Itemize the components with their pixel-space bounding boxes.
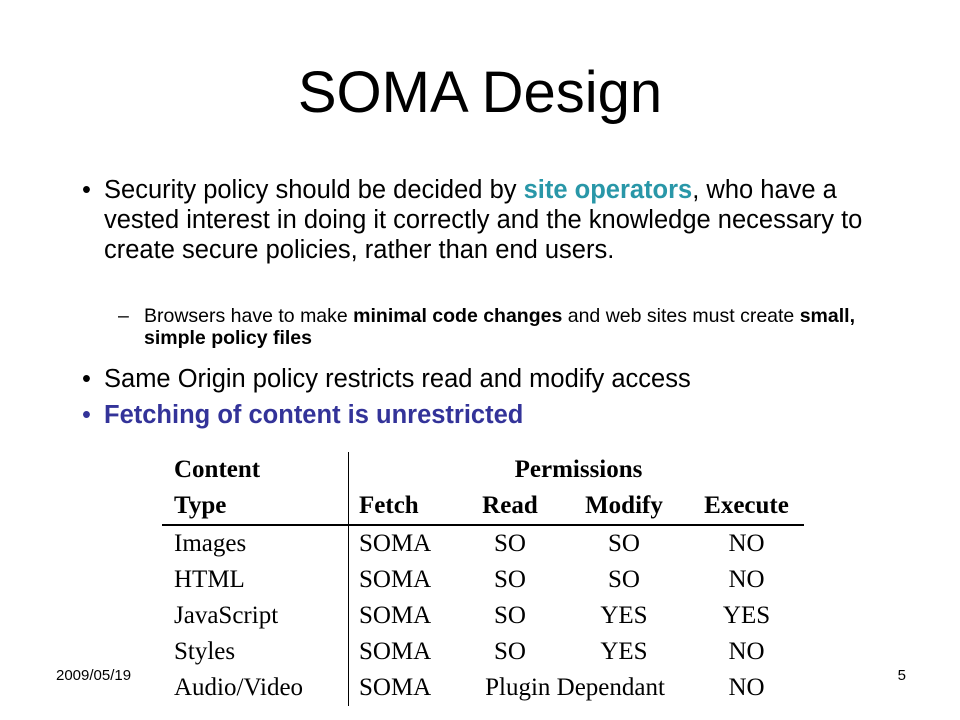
cell-type: HTML bbox=[174, 566, 245, 593]
cell-modify: SO bbox=[607, 566, 640, 593]
cell-modify: YES bbox=[600, 602, 648, 629]
bullet-marker: • bbox=[82, 401, 91, 429]
bullet-text-post: , who have a vested interest in doing it correctly and the knowledge necessary to create secure policies, rather than end users. bbox=[104, 176, 863, 264]
bullet-text: Same Origin policy restricts read and modify access bbox=[104, 365, 691, 393]
cell-type: JavaScript bbox=[174, 602, 279, 629]
highlight-site-operators: site operators bbox=[523, 176, 693, 204]
bullet-same-origin bbox=[82, 364, 882, 394]
permissions-table-wrap bbox=[162, 452, 804, 712]
cell-execute: NO bbox=[728, 674, 765, 701]
cell-fetch: SOMA bbox=[349, 525, 462, 562]
cell-modify: YES bbox=[600, 638, 648, 665]
table-row bbox=[162, 634, 804, 670]
bullet-text bbox=[104, 175, 882, 265]
cell-read: SO bbox=[493, 602, 526, 629]
sub-bullet-marker: – bbox=[118, 305, 129, 327]
bullet-fetching bbox=[82, 400, 882, 430]
table-row bbox=[162, 562, 804, 598]
cell-read: SO bbox=[493, 566, 526, 593]
cell-read: SO bbox=[493, 530, 526, 557]
table-row bbox=[162, 598, 804, 634]
cell-type: Audio/Video bbox=[174, 674, 304, 701]
table-header-row bbox=[162, 452, 804, 488]
permissions-table bbox=[162, 452, 804, 706]
cell-execute: YES bbox=[722, 602, 771, 629]
header-fetch: Fetch bbox=[349, 488, 462, 525]
table-header-row bbox=[162, 488, 804, 525]
cell-execute: NO bbox=[728, 638, 765, 665]
header-permissions: Permissions bbox=[349, 452, 805, 488]
cell-read: SO bbox=[493, 638, 526, 665]
table-row bbox=[162, 670, 804, 706]
header-execute: Execute bbox=[689, 488, 804, 525]
cell-execute: NO bbox=[728, 530, 765, 557]
cell-fetch: SOMA bbox=[349, 562, 462, 598]
cell-read-modify: Plugin Dependant bbox=[485, 674, 665, 701]
bullet-text-pre: Security policy should be decided by bbox=[104, 176, 524, 204]
page-number: 5 bbox=[897, 667, 906, 684]
bullet-marker: • bbox=[82, 176, 91, 204]
bullet-text: Fetching of content is unrestricted bbox=[104, 401, 524, 429]
header-type: Type bbox=[162, 488, 349, 525]
bullet-site-operators bbox=[82, 175, 882, 265]
sub-bold-minimal-code: minimal code changes bbox=[353, 305, 563, 327]
cell-fetch: SOMA bbox=[349, 670, 462, 706]
sub-text-mid: and web sites must create bbox=[562, 305, 800, 327]
cell-type: Images bbox=[174, 530, 247, 557]
footer-date: 2009/05/19 bbox=[56, 667, 132, 684]
cell-fetch: SOMA bbox=[349, 634, 462, 670]
sub-bullet-text bbox=[144, 305, 898, 349]
header-content: Content bbox=[174, 456, 261, 483]
sub-bullet-browsers bbox=[118, 305, 898, 349]
cell-type: Styles bbox=[174, 638, 236, 665]
header-read: Read bbox=[461, 488, 559, 525]
bullet-marker: • bbox=[82, 365, 91, 393]
cell-modify: SO bbox=[607, 530, 640, 557]
header-modify: Modify bbox=[559, 488, 689, 525]
slide-title: SOMA Design bbox=[297, 60, 663, 125]
cell-execute: NO bbox=[728, 566, 765, 593]
sub-bold-policy-files: small, simple policy files bbox=[144, 305, 855, 349]
cell-fetch: SOMA bbox=[349, 598, 462, 634]
sub-text-pre: Browsers have to make bbox=[144, 305, 354, 327]
table-row bbox=[162, 525, 804, 562]
